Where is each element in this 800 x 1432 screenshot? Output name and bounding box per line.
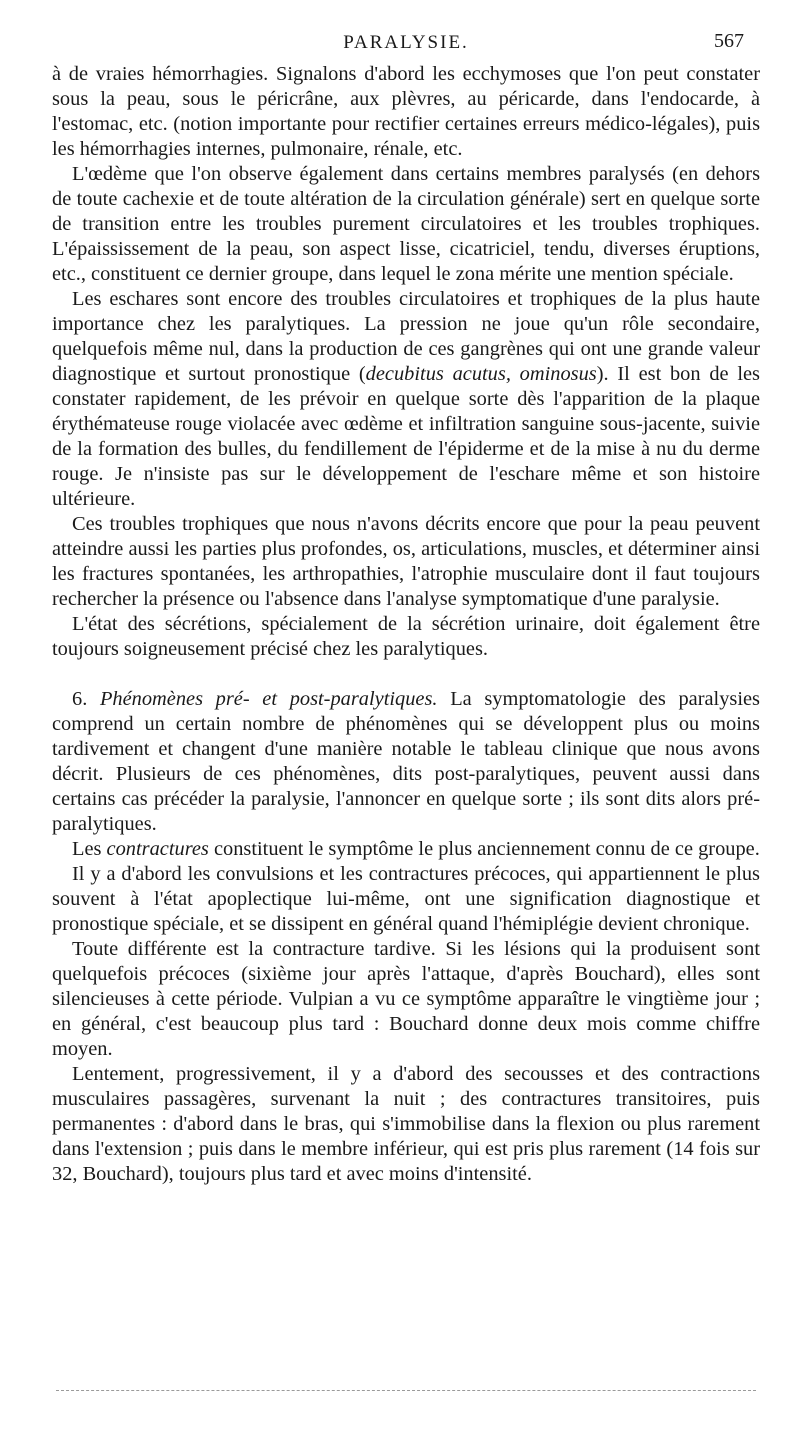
paragraph-oedema: L'œdème que l'on observe également dans certains membres paralysés (en dehors de toute cachexie et de toute altération de la circulation générale) sert en quelque sorte de transition entre les troubles purement circulatoires et les troubles trophiques. L'épaississement de la peau, son aspect lisse, cicatriciel, tendu, diverses éruptions, etc., constituent ce dernier groupe, dans lequel le zona mérite une mention spéciale.: [52, 163, 760, 285]
paragraph-late-contracture: Toute différente est la contracture tardive. Si les lésions qui la produisent sont quelquefois précoces (sixième jour après l'attaque, d'après Bouchard), elles sont silencieuses à cette période. Vulpian a vu ce symptôme apparaître le vingtième jour ; en général, c'est beaucoup plus tard : Bouchard donne deux mois comme chiffre moyen.: [52, 938, 760, 1060]
running-header: [56, 30, 756, 60]
paragraph-early-contractures: Il y a d'abord les convulsions et les contractures précoces, qui appartiennent le plus souvent à l'état apoplectique lui-même, ont une signification diagnostique et pronostique spéciale, et se dissipent en général quand l'hémiplégie devient chronique.: [52, 863, 760, 935]
paragraph-progression: Lentement, progressivement, il y a d'abord des secousses et des contractions musculaires passagères, survenant la nuit ; des contractures transitoires, puis permanentes : d'abord dans le bras, qui s'immobilise dans la flexion ou plus rarement dans l'extension ; puis dans le membre inférieur, qui est pris plus rarement (14 fois sur 32, Bouchard), toujours plus tard et avec moins d'intensité.: [52, 1063, 760, 1185]
paragraph-eschares-text-a: Les eschares sont encore des troubles circulatoires et trophiques de la plus haute importance chez les paralytiques. La pression ne joue qu'un rôle secondaire, quelquefois même nul, dans la production de ces gangrènes qui ont une grande valeur diagnostique et surtout pronostique (: [52, 288, 760, 385]
paragraph-trophic-deep: Ces troubles trophiques que nous n'avons décrits encore que pour la peau peuvent atteindre aussi les parties plus profondes, os, articulations, muscles, et déterminer ainsi les fractures spontanées, les arthropathies, l'atrophie musculaire dont il faut toujours rechercher la présence ou l'absence dans l'analyse symptomatique d'une paralysie.: [52, 513, 760, 610]
section-6-paragraph: [52, 687, 760, 837]
section-heading: Phénomènes pré- et post-paralytiques.: [99, 688, 438, 710]
footer-rule: [56, 1390, 756, 1391]
running-title: PARALYSIE.: [343, 32, 469, 53]
paragraph-secretions: L'état des sécrétions, spécialement de la sécrétion urinaire, doit également être toujours soigneusement précisé chez les paralytiques.: [52, 613, 760, 660]
section-6-text: La symptomatologie des paralysies comprend un certain nombre de phénomènes qui se développent plus ou moins tardivement et changent d'une manière notable le tableau clinique que nous avons décrit. Plusieurs de ces phénomènes, dits post-paralytiques, peuvent aussi dans certains cas précéder la paralysie, l'annoncer en quelque sorte ; ils sont dits alors pré-paralytiques.: [52, 688, 760, 835]
paragraph-contractures-text-b: constituent le symptôme le plus anciennement connu de ce groupe.: [208, 838, 760, 860]
paragraph-contractures-text-a: Les: [72, 838, 107, 860]
page-number: 567: [714, 30, 744, 52]
paragraph-eschares-emphasis: decubitus acutus, ominosus: [365, 363, 597, 385]
paragraph-eschares: [52, 287, 760, 512]
paragraph-contractures-emphasis: contractures: [106, 838, 209, 860]
paragraph-hemorrhages: à de vraies hémorrhagies. Signalons d'abord les ecchymoses que l'on peut constater sous la peau, sous le péricrâne, aux plèvres, au péricarde, dans l'endocarde, à l'estomac, etc. (notion importante pour rectifier certaines erreurs médico-légales), puis les hémorrhagies internes, pulmonaire, rénale, etc.: [52, 63, 760, 160]
paragraph-eschares-text-b: ). Il est bon de les constater rapidement, de les prévoir en quelque sorte dès l'apparition de la plaque érythémateuse rouge violacée avec œdème et infiltration sanguine sous-jacente, suivie de la formation des bulles, du fendillement de l'épiderme et de la mise à nu du derme rouge. Je n'insiste pas sur le développement de l'eschare même et son histoire ultérieure.: [52, 363, 760, 510]
paragraph-contractures: [52, 837, 760, 862]
section-number: 6.: [72, 688, 88, 710]
page-body: [52, 62, 760, 1187]
